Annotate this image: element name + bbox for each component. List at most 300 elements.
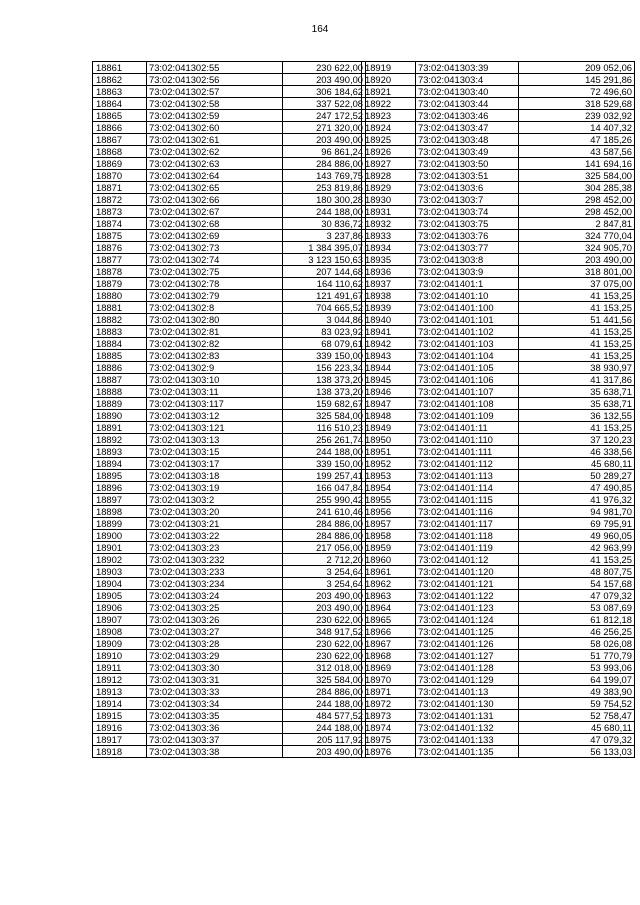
table-row — [93, 350, 366, 362]
value-cell: 47 490,85 — [519, 482, 635, 494]
row-number-cell: 18973 — [362, 710, 416, 722]
table-row — [93, 470, 366, 482]
cadastral-number-cell: 73:02:041401:104 — [416, 350, 519, 362]
table-row — [93, 98, 366, 110]
row-number-cell: 18976 — [362, 746, 416, 758]
table-row — [362, 734, 635, 746]
value-cell: 244 188,00 — [283, 446, 366, 458]
table-row — [362, 470, 635, 482]
cadastral-number-cell: 73:02:041401:109 — [416, 410, 519, 422]
cadastral-number-cell: 73:02:041401:13 — [416, 686, 519, 698]
value-cell: 59 754,52 — [519, 698, 635, 710]
cadastral-number-cell: 73:02:041303:17 — [147, 458, 283, 470]
table-row — [93, 182, 366, 194]
row-number-cell: 18944 — [362, 362, 416, 374]
table-row — [93, 602, 366, 614]
value-cell: 138 373,20 — [283, 386, 366, 398]
row-number-cell: 18908 — [93, 626, 147, 638]
value-cell: 47 079,32 — [519, 734, 635, 746]
value-cell: 35 638,71 — [519, 398, 635, 410]
row-number-cell: 18903 — [93, 566, 147, 578]
row-number-cell: 18870 — [93, 170, 147, 182]
table-row — [362, 338, 635, 350]
cadastral-number-cell: 73:02:041401:108 — [416, 398, 519, 410]
table-row — [362, 158, 635, 170]
table-row — [362, 86, 635, 98]
table-row — [362, 326, 635, 338]
cadastral-number-cell: 73:02:041303:22 — [147, 530, 283, 542]
table-row — [362, 350, 635, 362]
table-row — [93, 542, 366, 554]
row-number-cell: 18867 — [93, 134, 147, 146]
value-cell: 244 188,00 — [283, 698, 366, 710]
cadastral-number-cell: 73:02:041303:76 — [416, 230, 519, 242]
table-row — [93, 458, 366, 470]
row-number-cell: 18957 — [362, 518, 416, 530]
cadastral-number-cell: 73:02:041302:80 — [147, 314, 283, 326]
row-number-cell: 18887 — [93, 374, 147, 386]
row-number-cell: 18896 — [93, 482, 147, 494]
cadastral-number-cell: 73:02:041401:122 — [416, 590, 519, 602]
cadastral-number-cell: 73:02:041401:1 — [416, 278, 519, 290]
value-cell: 69 795,91 — [519, 518, 635, 530]
cadastral-number-cell: 73:02:041302:79 — [147, 290, 283, 302]
table-row — [362, 602, 635, 614]
row-number-cell: 18961 — [362, 566, 416, 578]
row-number-cell: 18924 — [362, 122, 416, 134]
cadastral-number-cell: 73:02:041401:118 — [416, 530, 519, 542]
cadastral-number-cell: 73:02:041303:13 — [147, 434, 283, 446]
table-row — [93, 590, 366, 602]
table-row — [362, 290, 635, 302]
table-row — [362, 710, 635, 722]
row-number-cell: 18945 — [362, 374, 416, 386]
cadastral-number-cell: 73:02:041401:124 — [416, 614, 519, 626]
cadastral-number-cell: 73:02:041303:26 — [147, 614, 283, 626]
table-row — [362, 482, 635, 494]
row-number-cell: 18864 — [93, 98, 147, 110]
value-cell: 42 963,99 — [519, 542, 635, 554]
row-number-cell: 18916 — [93, 722, 147, 734]
table-row — [93, 218, 366, 230]
value-cell: 3 254,64 — [283, 566, 366, 578]
value-cell: 41 153,25 — [519, 302, 635, 314]
cadastral-number-cell: 73:02:041303:50 — [416, 158, 519, 170]
table-row — [362, 554, 635, 566]
row-number-cell: 18959 — [362, 542, 416, 554]
table-row — [93, 626, 366, 638]
value-cell: 203 490,00 — [283, 602, 366, 614]
table-row — [93, 134, 366, 146]
row-number-cell: 18874 — [93, 218, 147, 230]
row-number-cell: 18865 — [93, 110, 147, 122]
row-number-cell: 18927 — [362, 158, 416, 170]
cadastral-number-cell: 73:02:041302:74 — [147, 254, 283, 266]
cadastral-number-cell: 73:02:041303:47 — [416, 122, 519, 134]
table-row — [362, 422, 635, 434]
row-number-cell: 18895 — [93, 470, 147, 482]
cadastral-number-cell: 73:02:041401:101 — [416, 314, 519, 326]
value-cell: 41 153,25 — [519, 326, 635, 338]
value-cell: 41 153,25 — [519, 350, 635, 362]
row-number-cell: 18929 — [362, 182, 416, 194]
cadastral-number-cell: 73:02:041302:68 — [147, 218, 283, 230]
value-cell: 56 133,03 — [519, 746, 635, 758]
value-cell: 45 680,11 — [519, 722, 635, 734]
cadastral-number-cell: 73:02:041302:9 — [147, 362, 283, 374]
table-row — [362, 638, 635, 650]
row-number-cell: 18884 — [93, 338, 147, 350]
table-row — [362, 98, 635, 110]
table-row — [93, 614, 366, 626]
cadastral-number-cell: 73:02:041303:77 — [416, 242, 519, 254]
value-cell: 3 044,86 — [283, 314, 366, 326]
row-number-cell: 18950 — [362, 434, 416, 446]
value-cell: 41 153,25 — [519, 554, 635, 566]
value-cell: 48 807,75 — [519, 566, 635, 578]
table-row — [362, 170, 635, 182]
table-row — [93, 326, 366, 338]
table-row — [93, 518, 366, 530]
table-row — [93, 434, 366, 446]
value-cell: 337 522,08 — [283, 98, 366, 110]
row-number-cell: 18909 — [93, 638, 147, 650]
cadastral-number-cell: 73:02:041401:135 — [416, 746, 519, 758]
value-cell: 41 153,25 — [519, 338, 635, 350]
cadastral-number-cell: 73:02:041401:113 — [416, 470, 519, 482]
value-cell: 284 886,00 — [283, 530, 366, 542]
cadastral-number-cell: 73:02:041303:19 — [147, 482, 283, 494]
value-cell: 47 185,26 — [519, 134, 635, 146]
cadastral-number-cell: 73:02:041303:31 — [147, 674, 283, 686]
value-cell: 159 682,67 — [283, 398, 366, 410]
value-cell: 49 960,05 — [519, 530, 635, 542]
cadastral-number-cell: 73:02:041303:15 — [147, 446, 283, 458]
cadastral-number-cell: 73:02:041302:63 — [147, 158, 283, 170]
row-number-cell: 18962 — [362, 578, 416, 590]
value-cell: 83 023,92 — [283, 326, 366, 338]
table-row — [362, 494, 635, 506]
row-number-cell: 18966 — [362, 626, 416, 638]
table-row — [362, 578, 635, 590]
row-number-cell: 18912 — [93, 674, 147, 686]
table-row — [93, 698, 366, 710]
value-cell: 255 990,42 — [283, 494, 366, 506]
value-cell: 121 491,67 — [283, 290, 366, 302]
registry-table-right — [361, 61, 635, 758]
cadastral-number-cell: 73:02:041401:100 — [416, 302, 519, 314]
value-cell: 37 075,00 — [519, 278, 635, 290]
table-row — [93, 662, 366, 674]
cadastral-number-cell: 73:02:041303:8 — [416, 254, 519, 266]
row-number-cell: 18922 — [362, 98, 416, 110]
table-row — [362, 722, 635, 734]
value-cell: 199 257,41 — [283, 470, 366, 482]
row-number-cell: 18906 — [93, 602, 147, 614]
cadastral-number-cell: 73:02:041303:232 — [147, 554, 283, 566]
row-number-cell: 18938 — [362, 290, 416, 302]
cadastral-number-cell: 73:02:041302:83 — [147, 350, 283, 362]
value-cell: 36 132,55 — [519, 410, 635, 422]
value-cell: 43 587,56 — [519, 146, 635, 158]
table-row — [362, 122, 635, 134]
table-row — [93, 494, 366, 506]
row-number-cell: 18893 — [93, 446, 147, 458]
value-cell: 41 317,86 — [519, 374, 635, 386]
cadastral-number-cell: 73:02:041302:59 — [147, 110, 283, 122]
value-cell: 138 373,20 — [283, 374, 366, 386]
table-row — [362, 746, 635, 758]
cadastral-number-cell: 73:02:041302:64 — [147, 170, 283, 182]
cadastral-number-cell: 73:02:041303:36 — [147, 722, 283, 734]
value-cell: 41 153,25 — [519, 422, 635, 434]
value-cell: 96 861,24 — [283, 146, 366, 158]
table-row — [93, 710, 366, 722]
row-number-cell: 18921 — [362, 86, 416, 98]
cadastral-number-cell: 73:02:041302:65 — [147, 182, 283, 194]
table-row — [93, 554, 366, 566]
cadastral-number-cell: 73:02:041303:34 — [147, 698, 283, 710]
table-row — [93, 686, 366, 698]
cadastral-number-cell: 73:02:041401:110 — [416, 434, 519, 446]
value-cell: 318 529,68 — [519, 98, 635, 110]
value-cell: 239 032,92 — [519, 110, 635, 122]
row-number-cell: 18936 — [362, 266, 416, 278]
table-row — [362, 626, 635, 638]
cadastral-number-cell: 73:02:041303:234 — [147, 578, 283, 590]
value-cell: 241 610,46 — [283, 506, 366, 518]
row-number-cell: 18866 — [93, 122, 147, 134]
row-number-cell: 18901 — [93, 542, 147, 554]
value-cell: 247 172,52 — [283, 110, 366, 122]
value-cell: 54 157,68 — [519, 578, 635, 590]
table-row — [93, 302, 366, 314]
table-row — [362, 146, 635, 158]
row-number-cell: 18907 — [93, 614, 147, 626]
cadastral-number-cell: 73:02:041302:75 — [147, 266, 283, 278]
table-row — [93, 62, 366, 74]
row-number-cell: 18974 — [362, 722, 416, 734]
value-cell: 145 291,86 — [519, 74, 635, 86]
value-cell: 94 981,70 — [519, 506, 635, 518]
row-number-cell: 18918 — [93, 746, 147, 758]
table-row — [93, 290, 366, 302]
table-row — [362, 242, 635, 254]
value-cell: 68 079,61 — [283, 338, 366, 350]
cadastral-number-cell: 73:02:041303:2 — [147, 494, 283, 506]
table-row — [362, 614, 635, 626]
value-cell: 230 622,00 — [283, 614, 366, 626]
value-cell: 348 917,52 — [283, 626, 366, 638]
row-number-cell: 18877 — [93, 254, 147, 266]
row-number-cell: 18954 — [362, 482, 416, 494]
cadastral-number-cell: 73:02:041303:39 — [416, 62, 519, 74]
value-cell: 209 052,06 — [519, 62, 635, 74]
row-number-cell: 18934 — [362, 242, 416, 254]
row-number-cell: 18965 — [362, 614, 416, 626]
value-cell: 284 886,00 — [283, 518, 366, 530]
cadastral-number-cell: 73:02:041303:49 — [416, 146, 519, 158]
value-cell: 51 441,56 — [519, 314, 635, 326]
cadastral-number-cell: 73:02:041303:46 — [416, 110, 519, 122]
table-row — [93, 254, 366, 266]
value-cell: 1 384 395,07 — [283, 242, 366, 254]
value-cell: 339 150,00 — [283, 458, 366, 470]
value-cell: 207 144,68 — [283, 266, 366, 278]
row-number-cell: 18919 — [362, 62, 416, 74]
table-row — [362, 662, 635, 674]
value-cell: 256 261,74 — [283, 434, 366, 446]
table-row — [362, 686, 635, 698]
cadastral-number-cell: 73:02:041401:123 — [416, 602, 519, 614]
cadastral-number-cell: 73:02:041401:119 — [416, 542, 519, 554]
cadastral-number-cell: 73:02:041401:133 — [416, 734, 519, 746]
table-row — [93, 674, 366, 686]
cadastral-number-cell: 73:02:041401:128 — [416, 662, 519, 674]
cadastral-number-cell: 73:02:041302:69 — [147, 230, 283, 242]
row-number-cell: 18885 — [93, 350, 147, 362]
row-number-cell: 18872 — [93, 194, 147, 206]
table-row — [362, 194, 635, 206]
value-cell: 253 819,86 — [283, 182, 366, 194]
row-number-cell: 18926 — [362, 146, 416, 158]
row-number-cell: 18958 — [362, 530, 416, 542]
cadastral-number-cell: 73:02:041303:18 — [147, 470, 283, 482]
value-cell: 46 338,56 — [519, 446, 635, 458]
cadastral-number-cell: 73:02:041303:40 — [416, 86, 519, 98]
cadastral-number-cell: 73:02:041303:20 — [147, 506, 283, 518]
cadastral-number-cell: 73:02:041401:10 — [416, 290, 519, 302]
cadastral-number-cell: 73:02:041302:55 — [147, 62, 283, 74]
value-cell: 116 510,23 — [283, 422, 366, 434]
cadastral-number-cell: 73:02:041303:74 — [416, 206, 519, 218]
cadastral-number-cell: 73:02:041401:105 — [416, 362, 519, 374]
registry-table-left — [92, 61, 366, 758]
table-row — [93, 734, 366, 746]
cadastral-number-cell: 73:02:041303:29 — [147, 650, 283, 662]
value-cell: 484 577,52 — [283, 710, 366, 722]
cadastral-number-cell: 73:02:041401:117 — [416, 518, 519, 530]
cadastral-number-cell: 73:02:041401:103 — [416, 338, 519, 350]
row-number-cell: 18960 — [362, 554, 416, 566]
cadastral-number-cell: 73:02:041302:73 — [147, 242, 283, 254]
value-cell: 271 320,00 — [283, 122, 366, 134]
table-row — [93, 74, 366, 86]
cadastral-number-cell: 73:02:041303:24 — [147, 590, 283, 602]
cadastral-number-cell: 73:02:041401:115 — [416, 494, 519, 506]
value-cell: 166 047,84 — [283, 482, 366, 494]
cadastral-number-cell: 73:02:041303:33 — [147, 686, 283, 698]
table-row — [93, 278, 366, 290]
row-number-cell: 18911 — [93, 662, 147, 674]
cadastral-number-cell: 73:02:041302:57 — [147, 86, 283, 98]
table-row — [362, 410, 635, 422]
table-row — [93, 86, 366, 98]
cadastral-number-cell: 73:02:041401:132 — [416, 722, 519, 734]
value-cell: 284 886,00 — [283, 158, 366, 170]
cadastral-number-cell: 73:02:041401:125 — [416, 626, 519, 638]
cadastral-number-cell: 73:02:041401:121 — [416, 578, 519, 590]
table-row — [362, 266, 635, 278]
value-cell: 3 237,86 — [283, 230, 366, 242]
table-row — [362, 278, 635, 290]
value-cell: 72 496,60 — [519, 86, 635, 98]
table-row — [93, 146, 366, 158]
value-cell: 324 770,04 — [519, 230, 635, 242]
value-cell: 47 079,32 — [519, 590, 635, 602]
cadastral-number-cell: 73:02:041401:107 — [416, 386, 519, 398]
table-row — [362, 74, 635, 86]
row-number-cell: 18964 — [362, 602, 416, 614]
value-cell: 3 123 150,63 — [283, 254, 366, 266]
cadastral-number-cell: 73:02:041303:25 — [147, 602, 283, 614]
cadastral-number-cell: 73:02:041303:48 — [416, 134, 519, 146]
row-number-cell: 18883 — [93, 326, 147, 338]
row-number-cell: 18975 — [362, 734, 416, 746]
row-number-cell: 18873 — [93, 206, 147, 218]
cadastral-number-cell: 73:02:041401:106 — [416, 374, 519, 386]
row-number-cell: 18951 — [362, 446, 416, 458]
value-cell: 37 120,23 — [519, 434, 635, 446]
table-row — [362, 458, 635, 470]
value-cell: 46 256,25 — [519, 626, 635, 638]
row-number-cell: 18913 — [93, 686, 147, 698]
cadastral-number-cell: 73:02:041401:130 — [416, 698, 519, 710]
row-number-cell: 18930 — [362, 194, 416, 206]
table-row — [93, 314, 366, 326]
table-row — [93, 110, 366, 122]
table-row — [362, 518, 635, 530]
row-number-cell: 18942 — [362, 338, 416, 350]
table-row — [93, 158, 366, 170]
table-row — [93, 206, 366, 218]
value-cell: 203 490,00 — [283, 746, 366, 758]
row-number-cell: 18894 — [93, 458, 147, 470]
cadastral-number-cell: 73:02:041302:81 — [147, 326, 283, 338]
row-number-cell: 18879 — [93, 278, 147, 290]
table-row — [362, 434, 635, 446]
row-number-cell: 18956 — [362, 506, 416, 518]
table-row — [93, 638, 366, 650]
cadastral-number-cell: 73:02:041302:82 — [147, 338, 283, 350]
cadastral-number-cell: 73:02:041401:120 — [416, 566, 519, 578]
row-number-cell: 18932 — [362, 218, 416, 230]
value-cell: 41 153,25 — [519, 290, 635, 302]
value-cell: 230 622,00 — [283, 650, 366, 662]
cadastral-number-cell: 73:02:041401:112 — [416, 458, 519, 470]
row-number-cell: 18880 — [93, 290, 147, 302]
cadastral-number-cell: 73:02:041401:114 — [416, 482, 519, 494]
cadastral-number-cell: 73:02:041302:8 — [147, 302, 283, 314]
row-number-cell: 18914 — [93, 698, 147, 710]
value-cell: 35 638,71 — [519, 386, 635, 398]
table-row — [362, 530, 635, 542]
cadastral-number-cell: 73:02:041303:75 — [416, 218, 519, 230]
table-row — [362, 134, 635, 146]
row-number-cell: 18876 — [93, 242, 147, 254]
cadastral-number-cell: 73:02:041303:117 — [147, 398, 283, 410]
value-cell: 53 087,69 — [519, 602, 635, 614]
cadastral-number-cell: 73:02:041401:127 — [416, 650, 519, 662]
cadastral-number-cell: 73:02:041303:27 — [147, 626, 283, 638]
value-cell: 244 188,00 — [283, 206, 366, 218]
value-cell: 180 300,28 — [283, 194, 366, 206]
row-number-cell: 18868 — [93, 146, 147, 158]
value-cell: 3 254,64 — [283, 578, 366, 590]
value-cell: 324 905,70 — [519, 242, 635, 254]
table-row — [362, 590, 635, 602]
table-row — [93, 338, 366, 350]
